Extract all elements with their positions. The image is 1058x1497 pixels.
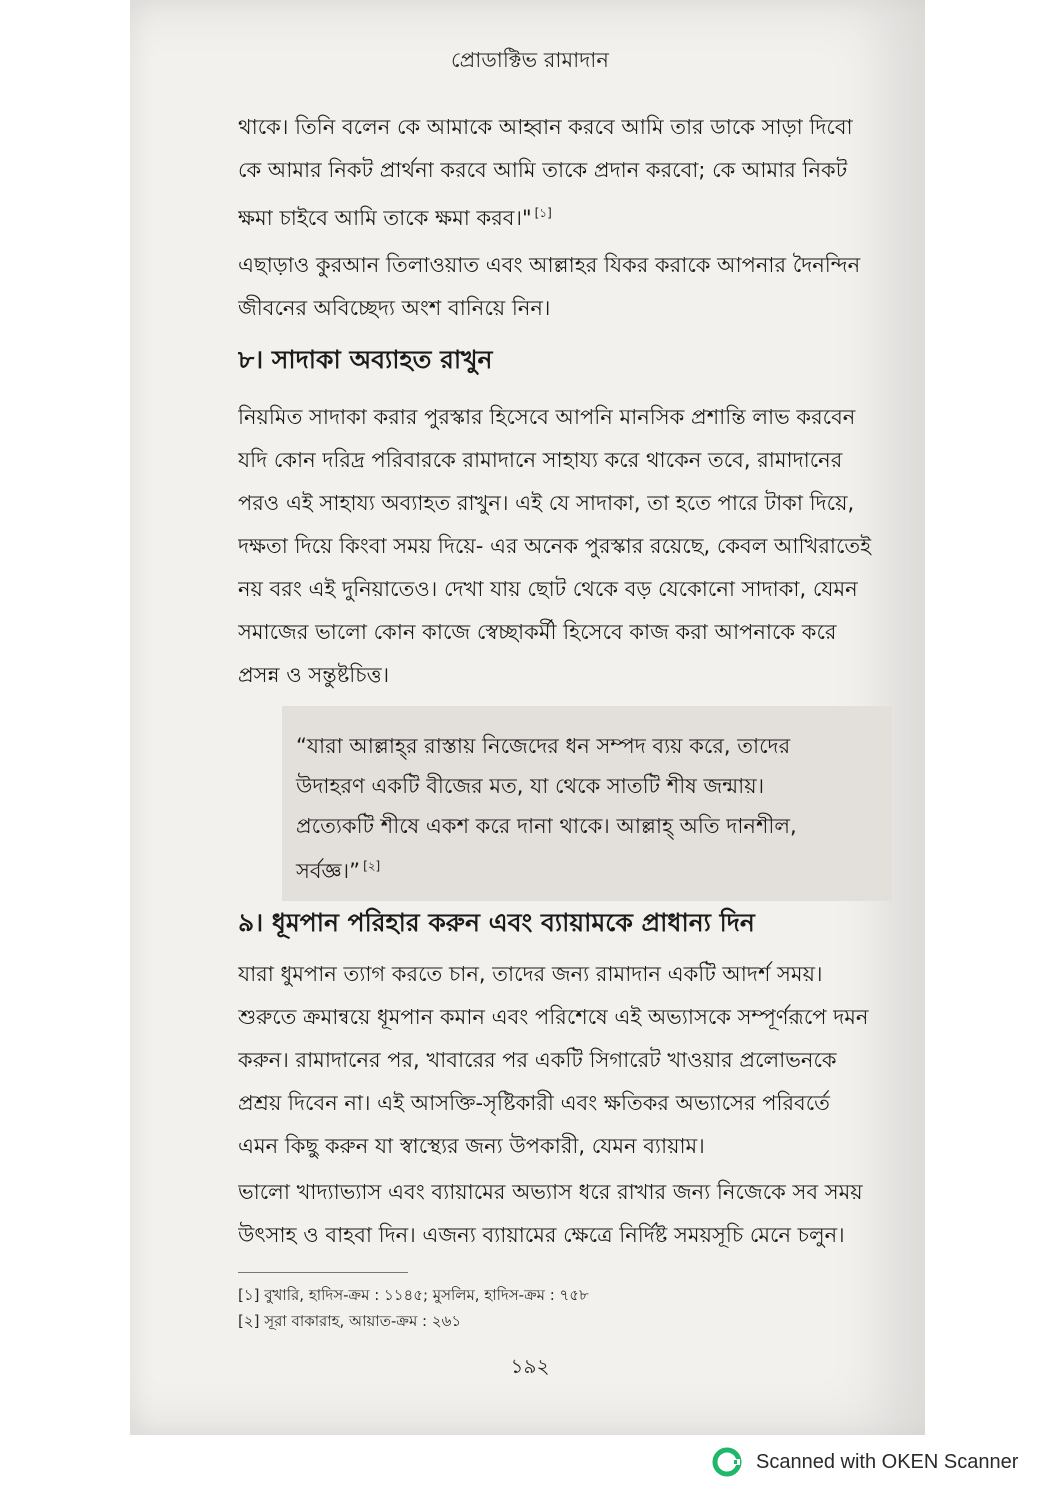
quote-line [296,846,886,891]
footnote-item: [২] সূরা বাকারাহ, আয়াত-ক্রম : ২৬১ [238,1312,462,1330]
scanner-label: Scanned with OKEN Scanner [756,1450,1019,1473]
text-line: শুরুতে ক্রমান্বয়ে ধূমপান কমান এবং পরিশেষে এই অভ্যাসকে সম্পূর্ণরূপে দমন [238,1005,869,1029]
section-heading: ৯। ধূমপান পরিহার করুন এবং ব্যায়ামকে প্রাধান্য দিন [238,908,755,937]
text-line: করুন। রামাদানের পর, খাবারের পর একটি সিগারেট খাওয়ার প্রলোভনকে [238,1048,837,1072]
text-line: দক্ষতা দিয়ে কিংবা সময় দিয়ে- এর অনেক পুরস্কার রয়েছে, কেবল আখিরাতেই [238,534,872,558]
top-paragraph [238,106,928,240]
quote-line-content: সর্বজ্ঞ।” [296,859,361,883]
footnotes [238,1282,589,1334]
section-8-heading-block [238,340,928,380]
section-9-heading-block [238,903,928,943]
page-margin [925,0,1058,1435]
text-line: থাকে। তিনি বলেন কে আমাকে আহ্বান করবে আমি তার ডাকে সাড়া দিবো [238,115,853,139]
scanner-badge [712,1447,1018,1477]
text-line [238,192,928,240]
footnote-ref: [১] [534,206,552,220]
running-header: প্রোডাক্টিভ রামাদান [451,48,609,72]
section-9-body-2 [238,1171,928,1257]
section-heading: ৮। সাদাকা অব্যাহত রাখুন [238,345,493,374]
text-line: নয় বরং এই দুনিয়াতেও। দেখা যায় ছোট থেকে বড় যেকোনো সাদাকা, যেমন [238,577,858,601]
page-number: ১৯২ [510,1354,550,1378]
quote-line: প্রত্যেকটি শীষে একশ করে দানা থাকে। আল্লাহ্‌ অতি দানশীল, [296,814,797,838]
text-line: সমাজের ভালো কোন কাজে স্বেচ্ছাকর্মী হিসেবে কাজ করা আপনাকে করে [238,620,837,644]
text-line: এছাড়াও কুরআন তিলাওয়াত এবং আল্লাহর যিকর করাকে আপনার দৈনন্দিন [238,253,861,277]
text-line: যারা ধুমপান ত্যাগ করতে চান, তাদের জন্য রামাদান একটি আদর্শ সময়। [238,962,823,986]
footnote-item: [১] বুখারি, হাদিস-ক্রম : ১১৪৫; মুসলিম, হাদিস-ক্রম : ৭৫৮ [238,1286,589,1304]
text-line: কে আমার নিকট প্রার্থনা করবে আমি তাকে প্রদান করবো; কে আমার নিকট [238,158,848,182]
quote-text [296,726,886,891]
text-line: ভালো খাদ্যাভ্যাস এবং ব্যায়ামের অভ্যাস ধরে রাখার জন্য নিজেকে সব সময় [238,1180,863,1204]
text-line: প্রসন্ন ও সন্তুষ্টচিত্ত। [238,663,390,687]
text-line: নিয়মিত সাদাকা করার পুরস্কার হিসেবে আপনি মানসিক প্রশান্তি লাভ করবেন [238,405,856,429]
quote-box [282,706,892,901]
text-line: প্রশ্রয় দিবেন না। এই আসক্তি-সৃষ্টিকারী এবং ক্ষতিকর অভ্যাসের পরিবর্তে [238,1091,830,1115]
scanner-logo-icon [712,1447,742,1477]
scanned-page [130,0,930,1435]
footnote-divider [238,1272,408,1273]
text-line: পরও এই সাহায্য অব্যাহত রাখুন। এই যে সাদাকা, তা হতে পারে টাকা দিয়ে, [238,491,855,515]
quote-line: উদাহরণ একটি বীজের মত, যা থেকে সাতটি শীষ জন্মায়। [296,774,765,798]
quran-paragraph [238,244,928,330]
text-line: জীবনের অবিচ্ছেদ্য অংশ বানিয়ে নিন। [238,296,551,320]
text-line: উৎসাহ ও বাহবা দিন। এজন্য ব্যায়ামের ক্ষেত্রে নির্দিষ্ট সময়সূচি মেনে চলুন। [238,1223,845,1247]
text-line: যদি কোন দরিদ্র পরিবারকে রামাদানে সাহায্য করে থাকেন তবে, রামাদানের [238,448,843,472]
text-line: এমন কিছু করুন যা স্বাস্থ্যের জন্য উপকারী, যেমন ব্যায়াম। [238,1134,705,1158]
footnote-ref: [২] [363,859,381,873]
section-9-body [238,953,928,1168]
quote-line: “যারা আল্লাহ্‌র রাস্তায় নিজেদের ধন সম্পদ ব্যয় করে, তাদের [296,734,791,758]
section-8-body [238,396,928,697]
text-line-content: ক্ষমা চাইবে আমি তাকে ক্ষমা করব।" [238,206,532,230]
